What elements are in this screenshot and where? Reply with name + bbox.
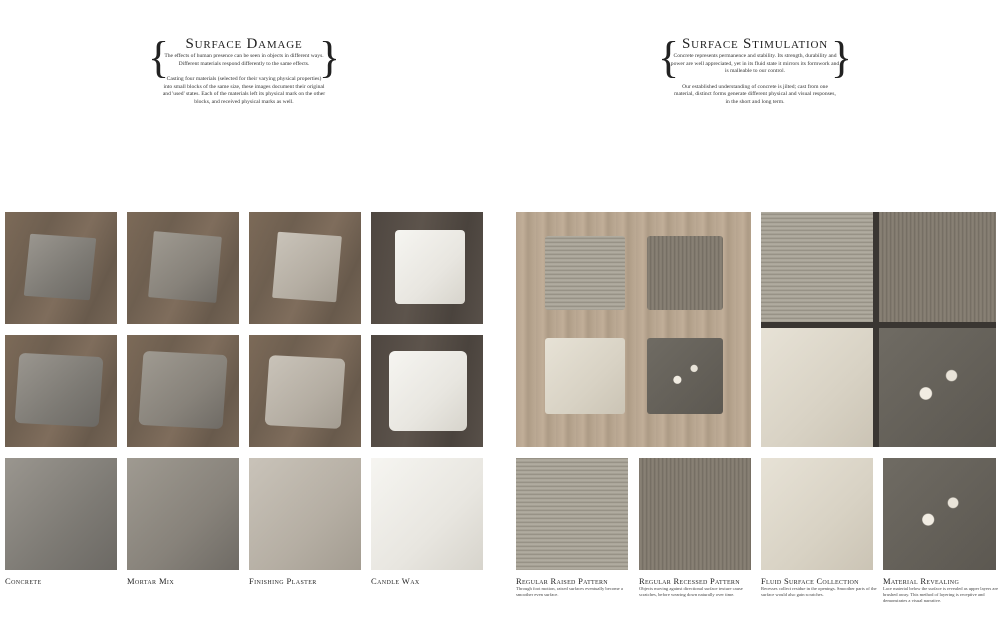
material-label-finishing-plaster: Finishing Plaster bbox=[249, 576, 317, 586]
mortar-original-photo bbox=[127, 212, 239, 324]
surface-desc-recessed: Objects moving against directional surface texture cause scratches, before wearing down naturally over time. bbox=[639, 586, 743, 597]
concrete-original-photo bbox=[5, 212, 117, 324]
surface-desc-raised: Through foot motion, raised surfaces eventually become a smoother even surface. bbox=[516, 586, 623, 597]
surface-tiles-overview-photo bbox=[516, 212, 751, 447]
mortar-closeup-photo bbox=[127, 458, 239, 570]
surface-title-fluid: Fluid Surface Collection bbox=[761, 576, 859, 586]
surface-damage-intro bbox=[148, 33, 340, 106]
material-label-candle-wax: Candle Wax bbox=[371, 576, 420, 586]
material-label-mortar-mix: Mortar Mix bbox=[127, 576, 175, 586]
plaster-original-photo bbox=[249, 212, 361, 324]
surface-damage-paragraph-1: The effects of human presence can be seen in objects in different ways. Different materials respond differently to the same effects. bbox=[164, 53, 324, 67]
surface-stimulation-title: Surface Stimulation bbox=[681, 36, 829, 52]
material-label-concrete: Concrete bbox=[5, 576, 42, 586]
recessed-pattern-photo bbox=[639, 458, 751, 570]
surface-title-raised: Regular Raised Pattern bbox=[516, 576, 608, 586]
surface-desc-revealing: Lace material below the surface is revealed as upper layers are brushed away. This method of layering is receptive and demonstrates a visual narrative. bbox=[883, 586, 999, 603]
plaster-used-photo bbox=[249, 335, 361, 447]
surface-tiles-closeup-photo bbox=[761, 212, 996, 447]
surface-stimulation-paragraph-2: Our established understanding of concrete is jilted; cast from one material, distinct forms generate different physical and visual responses, in the short and long term. bbox=[674, 83, 836, 105]
wax-closeup-photo bbox=[371, 458, 483, 570]
mortar-used-photo bbox=[127, 335, 239, 447]
surface-damage-paragraph-2: Casting four materials (selected for their varying physical properties) into small blocks of the same size, these images document their original and 'used' states. Each of the materials left its physical mark on the other blocks, and received physical marks as well. bbox=[162, 76, 326, 105]
fluid-surface-photo bbox=[761, 458, 873, 570]
surface-stimulation-paragraph-1: Concrete represents permanence and stability. Its strength, durability and power are well appreciated, yet in its fluid state it mirrors its formwork and is malleable to our control. bbox=[670, 53, 840, 74]
right-brace-icon: } bbox=[318, 33, 340, 82]
wax-used-photo bbox=[371, 335, 483, 447]
surface-stimulation-intro bbox=[658, 33, 852, 106]
surface-desc-fluid: Recesses collect residue in the openings. Smoother parts of the surface would also gain scratches. bbox=[761, 586, 877, 597]
concrete-used-photo bbox=[5, 335, 117, 447]
material-revealing-photo bbox=[883, 458, 996, 570]
concrete-closeup-photo bbox=[5, 458, 117, 570]
left-brace-icon: { bbox=[148, 33, 170, 82]
surface-damage-title: Surface Damage bbox=[185, 36, 303, 52]
plaster-closeup-photo bbox=[249, 458, 361, 570]
left-brace-icon: { bbox=[658, 33, 680, 82]
right-brace-icon: } bbox=[830, 33, 852, 82]
wax-original-photo bbox=[371, 212, 483, 324]
surface-title-revealing: Material Revealing bbox=[883, 576, 960, 586]
raised-pattern-photo bbox=[516, 458, 628, 570]
surface-title-recessed: Regular Recessed Pattern bbox=[639, 576, 740, 586]
